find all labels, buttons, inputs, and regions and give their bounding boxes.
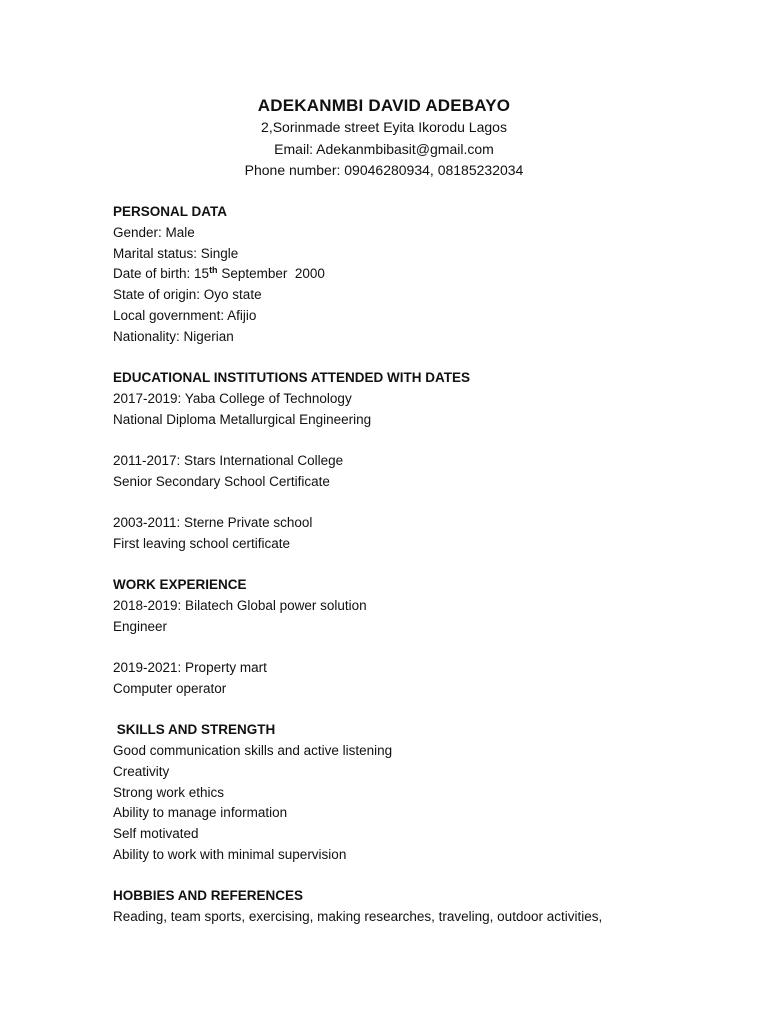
- education-entry-qualification: First leaving school certificate: [113, 535, 291, 551]
- work-entry: [113, 596, 713, 638]
- education-section: [113, 368, 713, 555]
- skill-item: Strong work ethics: [113, 784, 225, 800]
- skills-section: [113, 720, 713, 866]
- education-entry-dates-school: 2003-2011: Sterne Private school: [113, 515, 313, 531]
- resume-body: [113, 202, 713, 948]
- skill-item: Ability to work with minimal supervision: [113, 846, 347, 862]
- local-government-line: Local government: Afijio: [113, 307, 257, 323]
- section-title-hobbies: HOBBIES AND REFERENCES: [113, 888, 304, 904]
- applicant-name: ADEKANMBI DAVID ADEBAYO: [257, 96, 511, 115]
- date-of-birth-line: [113, 264, 713, 285]
- section-title-education: EDUCATIONAL INSTITUTIONS ATTENDED WITH DATES: [113, 370, 470, 386]
- skill-item: Creativity: [113, 763, 170, 779]
- state-of-origin-line: State of origin: Oyo state: [113, 287, 262, 303]
- education-entry-qualification: National Diploma Metallurgical Engineering: [113, 411, 372, 427]
- nationality-line: Nationality: Nigerian: [113, 328, 234, 344]
- hobbies-text: Reading, team sports, exercising, making researches, traveling, outdoor activities,: [113, 909, 603, 925]
- education-entry: [113, 451, 713, 493]
- dob-suffix: September 2000: [217, 266, 325, 282]
- work-entry-role: Computer operator: [113, 680, 227, 696]
- skill-item: Self motivated: [113, 826, 199, 842]
- work-entry-dates-employer: 2018-2019: Bilatech Global power solution: [113, 597, 367, 613]
- marital-status-line: Marital status: Single: [113, 245, 239, 261]
- section-title-work-experience: WORK EXPERIENCE: [113, 577, 247, 593]
- personal-data-section: [113, 202, 713, 348]
- skill-item: Good communication skills and active listening: [113, 742, 393, 758]
- education-entry-qualification: Senior Secondary School Certificate: [113, 473, 330, 489]
- section-title-skills: SKILLS AND STRENGTH: [113, 722, 276, 738]
- work-entry-dates-employer: 2019-2021: Property mart: [113, 660, 267, 676]
- dob-prefix: Date of birth: 15: [113, 266, 210, 282]
- email-line: Email: Adekanmbibasit@gmail.com: [274, 140, 494, 157]
- work-experience-section: [113, 575, 713, 699]
- dob-ordinal-suffix: th: [209, 265, 218, 276]
- education-entry: [113, 513, 713, 555]
- hobbies-section: [113, 886, 713, 928]
- education-entry: [113, 389, 713, 431]
- work-entry: [113, 658, 713, 700]
- section-title-personal-data: PERSONAL DATA: [113, 204, 228, 219]
- work-entry-role: Engineer: [113, 618, 168, 634]
- address-line: 2,Sorinmade street Eyita Ikorodu Lagos: [261, 119, 507, 135]
- resume-header: [0, 95, 768, 182]
- gender-line: Gender: Male: [113, 224, 195, 240]
- skill-item: Ability to manage information: [113, 805, 288, 821]
- education-entry-dates-school: 2017-2019: Yaba College of Technology: [113, 390, 352, 406]
- phone-line: Phone number: 09046280934, 08185232034: [244, 162, 524, 178]
- education-entry-dates-school: 2011-2017: Stars International College: [113, 452, 344, 468]
